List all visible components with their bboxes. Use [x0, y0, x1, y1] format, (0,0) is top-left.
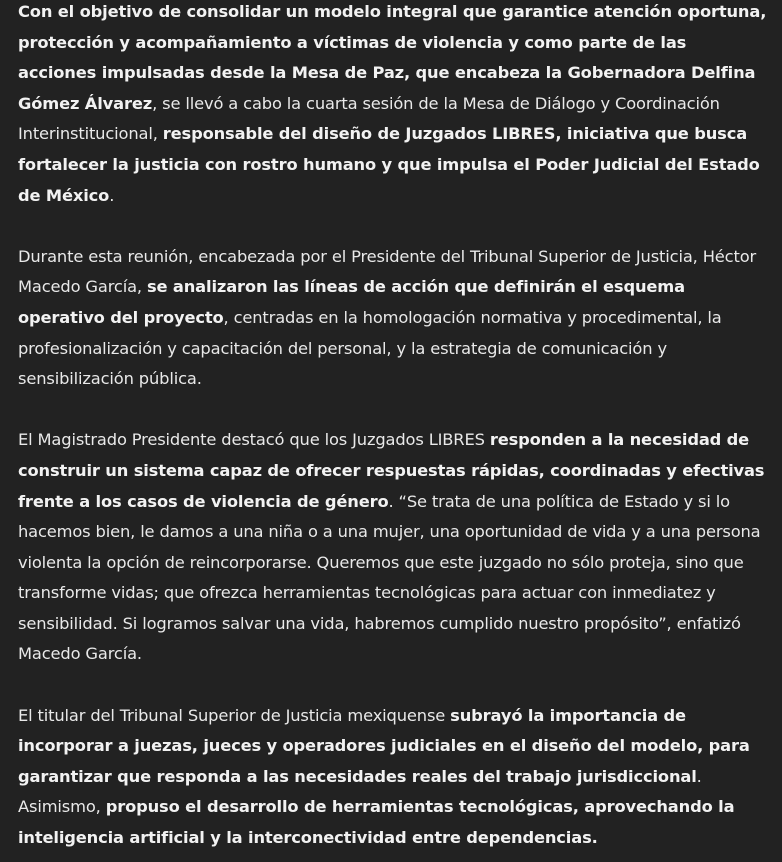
meeting-text-end: , centradas en la homologación normativa y procedimental, la profesionalización y capacitación del personal, y la estrategia de comunicación y sensibilización pública. — [18, 307, 722, 389]
quote-lead: El Magistrado Presidente destacó que los Juzgados LIBRES — [18, 430, 490, 450]
meeting-bold: se analizaron las líneas de acción que definirán el esquema operativo del proyecto — [18, 277, 685, 327]
paragraph-closing — [18, 701, 768, 854]
intro-period: . — [109, 185, 115, 205]
meeting-text: Durante esta reunión, encabezada por el Presidente del Tribunal Superior de Justicia, Héctor Macedo García, — [18, 246, 757, 297]
closing-lead: El titular del Tribunal Superior de Justicia mexiquense — [18, 705, 451, 725]
closing-bold-2: propuso el desarrollo de herramientas tecnológicas, aprovechando la inteligencia artificial y la interconectividad entre dependencias. — [18, 797, 735, 848]
quote-text: . “Se trata de una política de Estado y si lo hacemos bien, le damos a una niña o a una mujer, una oportunidad de vida y a una persona violenta la opción de reincorporarse. Queremos que este juzgado no sólo proteja, sino que transforme vidas; que ofrezca herramientas tecnológicas para actuar con inmediatez y sensibilidad. Si logramos salvar una vida, habremos cumplido nuestro propósito”, enfatizó Macedo García. — [18, 491, 761, 664]
paragraph-intro — [18, 0, 768, 211]
intro-bold-initiative: responsable del diseño de Juzgados LIBRES, iniciativa que busca fortalecer la justicia con rostro humano y que impulsa el Poder Judicial del Estado de México — [18, 124, 760, 205]
closing-bold-1: subrayó la importancia de incorporar a juezas, jueces y operadores judiciales en el diseño del modelo, para garantizar que responda a las necesidades reales del trabajo jurisdiccional — [18, 705, 750, 786]
paragraph-quote — [18, 425, 768, 670]
paragraph-meeting — [18, 242, 768, 395]
intro-bold-lead: Con el objetivo de consolidar un modelo integral que garantice atención oportuna, protección y acompañamiento a víctimas de violencia y como parte de las acciones impulsadas desde la Mesa de Paz, que encabeza la Gobernadora Delfina Gómez Álvarez — [18, 2, 767, 113]
intro-text: , se llevó a cabo la cuarta sesión de la Mesa de Diálogo y Coordinación Interinstitucional, — [18, 93, 720, 144]
quote-bold: responden a la necesidad de construir un sistema capaz de ofrecer respuestas rápidas, coordinadas y efectivas frente a los casos de violencia de género — [18, 430, 765, 511]
closing-text: . Asimismo, — [18, 766, 702, 817]
